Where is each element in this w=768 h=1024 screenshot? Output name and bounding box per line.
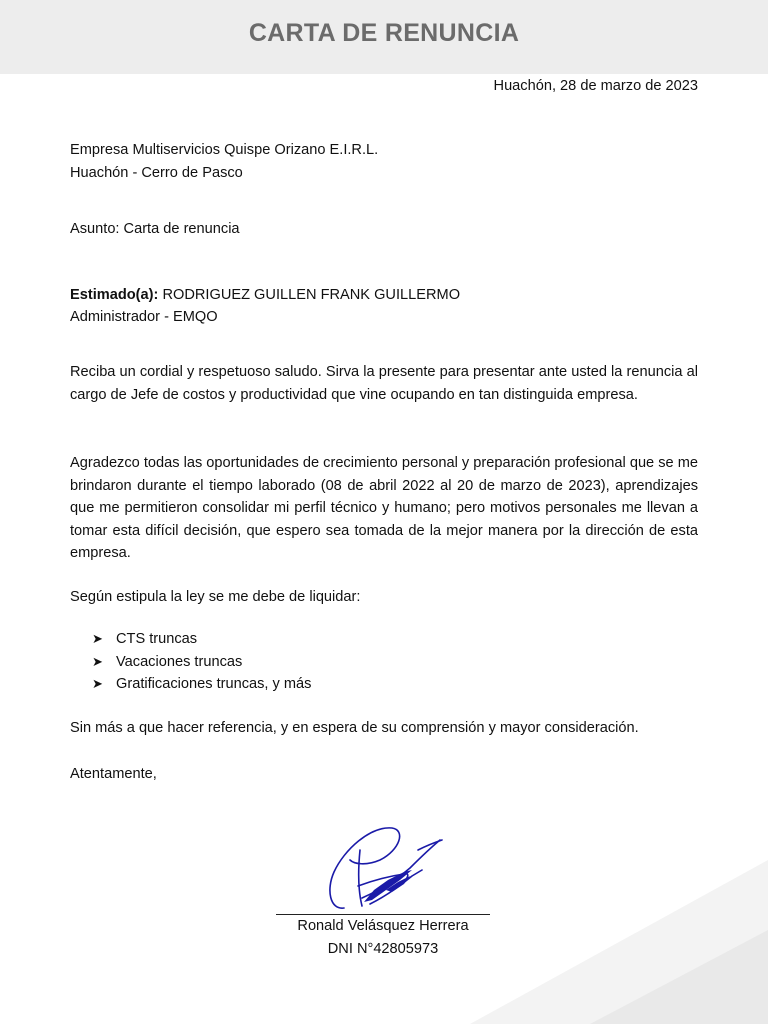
recipient-location: Huachón - Cerro de Pasco bbox=[70, 165, 243, 181]
signer-name: Ronald Velásquez Herrera bbox=[297, 918, 469, 934]
arrow-bullet-icon: ➤ bbox=[92, 676, 103, 691]
list-item bbox=[70, 673, 698, 696]
list-item-text: CTS truncas bbox=[116, 631, 198, 647]
paragraph-liquidation: Según estipula la ley se me debe de liquidar: bbox=[70, 589, 361, 605]
handwritten-signature bbox=[300, 820, 470, 914]
signature-block bbox=[276, 820, 490, 960]
list-item-text: Vacaciones truncas bbox=[116, 653, 243, 670]
addressee-name: RODRIGUEZ GUILLEN FRANK GUILLERMO bbox=[158, 287, 461, 303]
paragraph-intro: Reciba un cordial y respetuoso saludo. Sirva la presente para presentar ante usted la renuncia al cargo de Jefe de costos y productividad que vine ocupando en tan distinguida empresa. bbox=[70, 364, 698, 403]
addressee-label: Estimado(a): bbox=[70, 287, 159, 303]
list-item bbox=[70, 628, 698, 651]
date-line: Huachón, 28 de marzo de 2023 bbox=[493, 78, 698, 94]
header-band bbox=[0, 0, 768, 74]
liquidation-list bbox=[70, 628, 698, 696]
paragraph-thanks: Agradezco todas las oportunidades de crecimiento personal y preparación profesional que se me brindaron durante el tiempo laborado (08 de abril 2022 al 20 de marzo de 2023), aprendizajes que me permitieron consolidar mi perfil técnico y humano; pero motivos personales me llevan a tomar esta difícil decisión, que espero sea tomada de la mejor manera por la dirección de esta empresa. bbox=[70, 455, 698, 561]
list-item bbox=[70, 651, 698, 674]
closing-salutation: Atentamente, bbox=[70, 766, 157, 782]
recipient-company: Empresa Multiservicios Quispe Orizano E.I.R.L. bbox=[70, 142, 379, 158]
addressee-title: Administrador - EMQO bbox=[70, 309, 218, 325]
arrow-bullet-icon: ➤ bbox=[92, 653, 103, 669]
signer-dni: DNI N°42805973 bbox=[327, 940, 439, 957]
addressee-line bbox=[70, 284, 698, 307]
list-item-text: Gratificaciones truncas, y más bbox=[116, 676, 312, 692]
subject-line: Asunto: Carta de renuncia bbox=[70, 221, 240, 237]
paragraph-closing-request: Sin más a que hacer referencia, y en espera de su comprensión y mayor consideración. bbox=[70, 720, 639, 736]
arrow-bullet-icon: ➤ bbox=[92, 631, 103, 646]
document-title: CARTA DE RENUNCIA bbox=[248, 18, 520, 47]
